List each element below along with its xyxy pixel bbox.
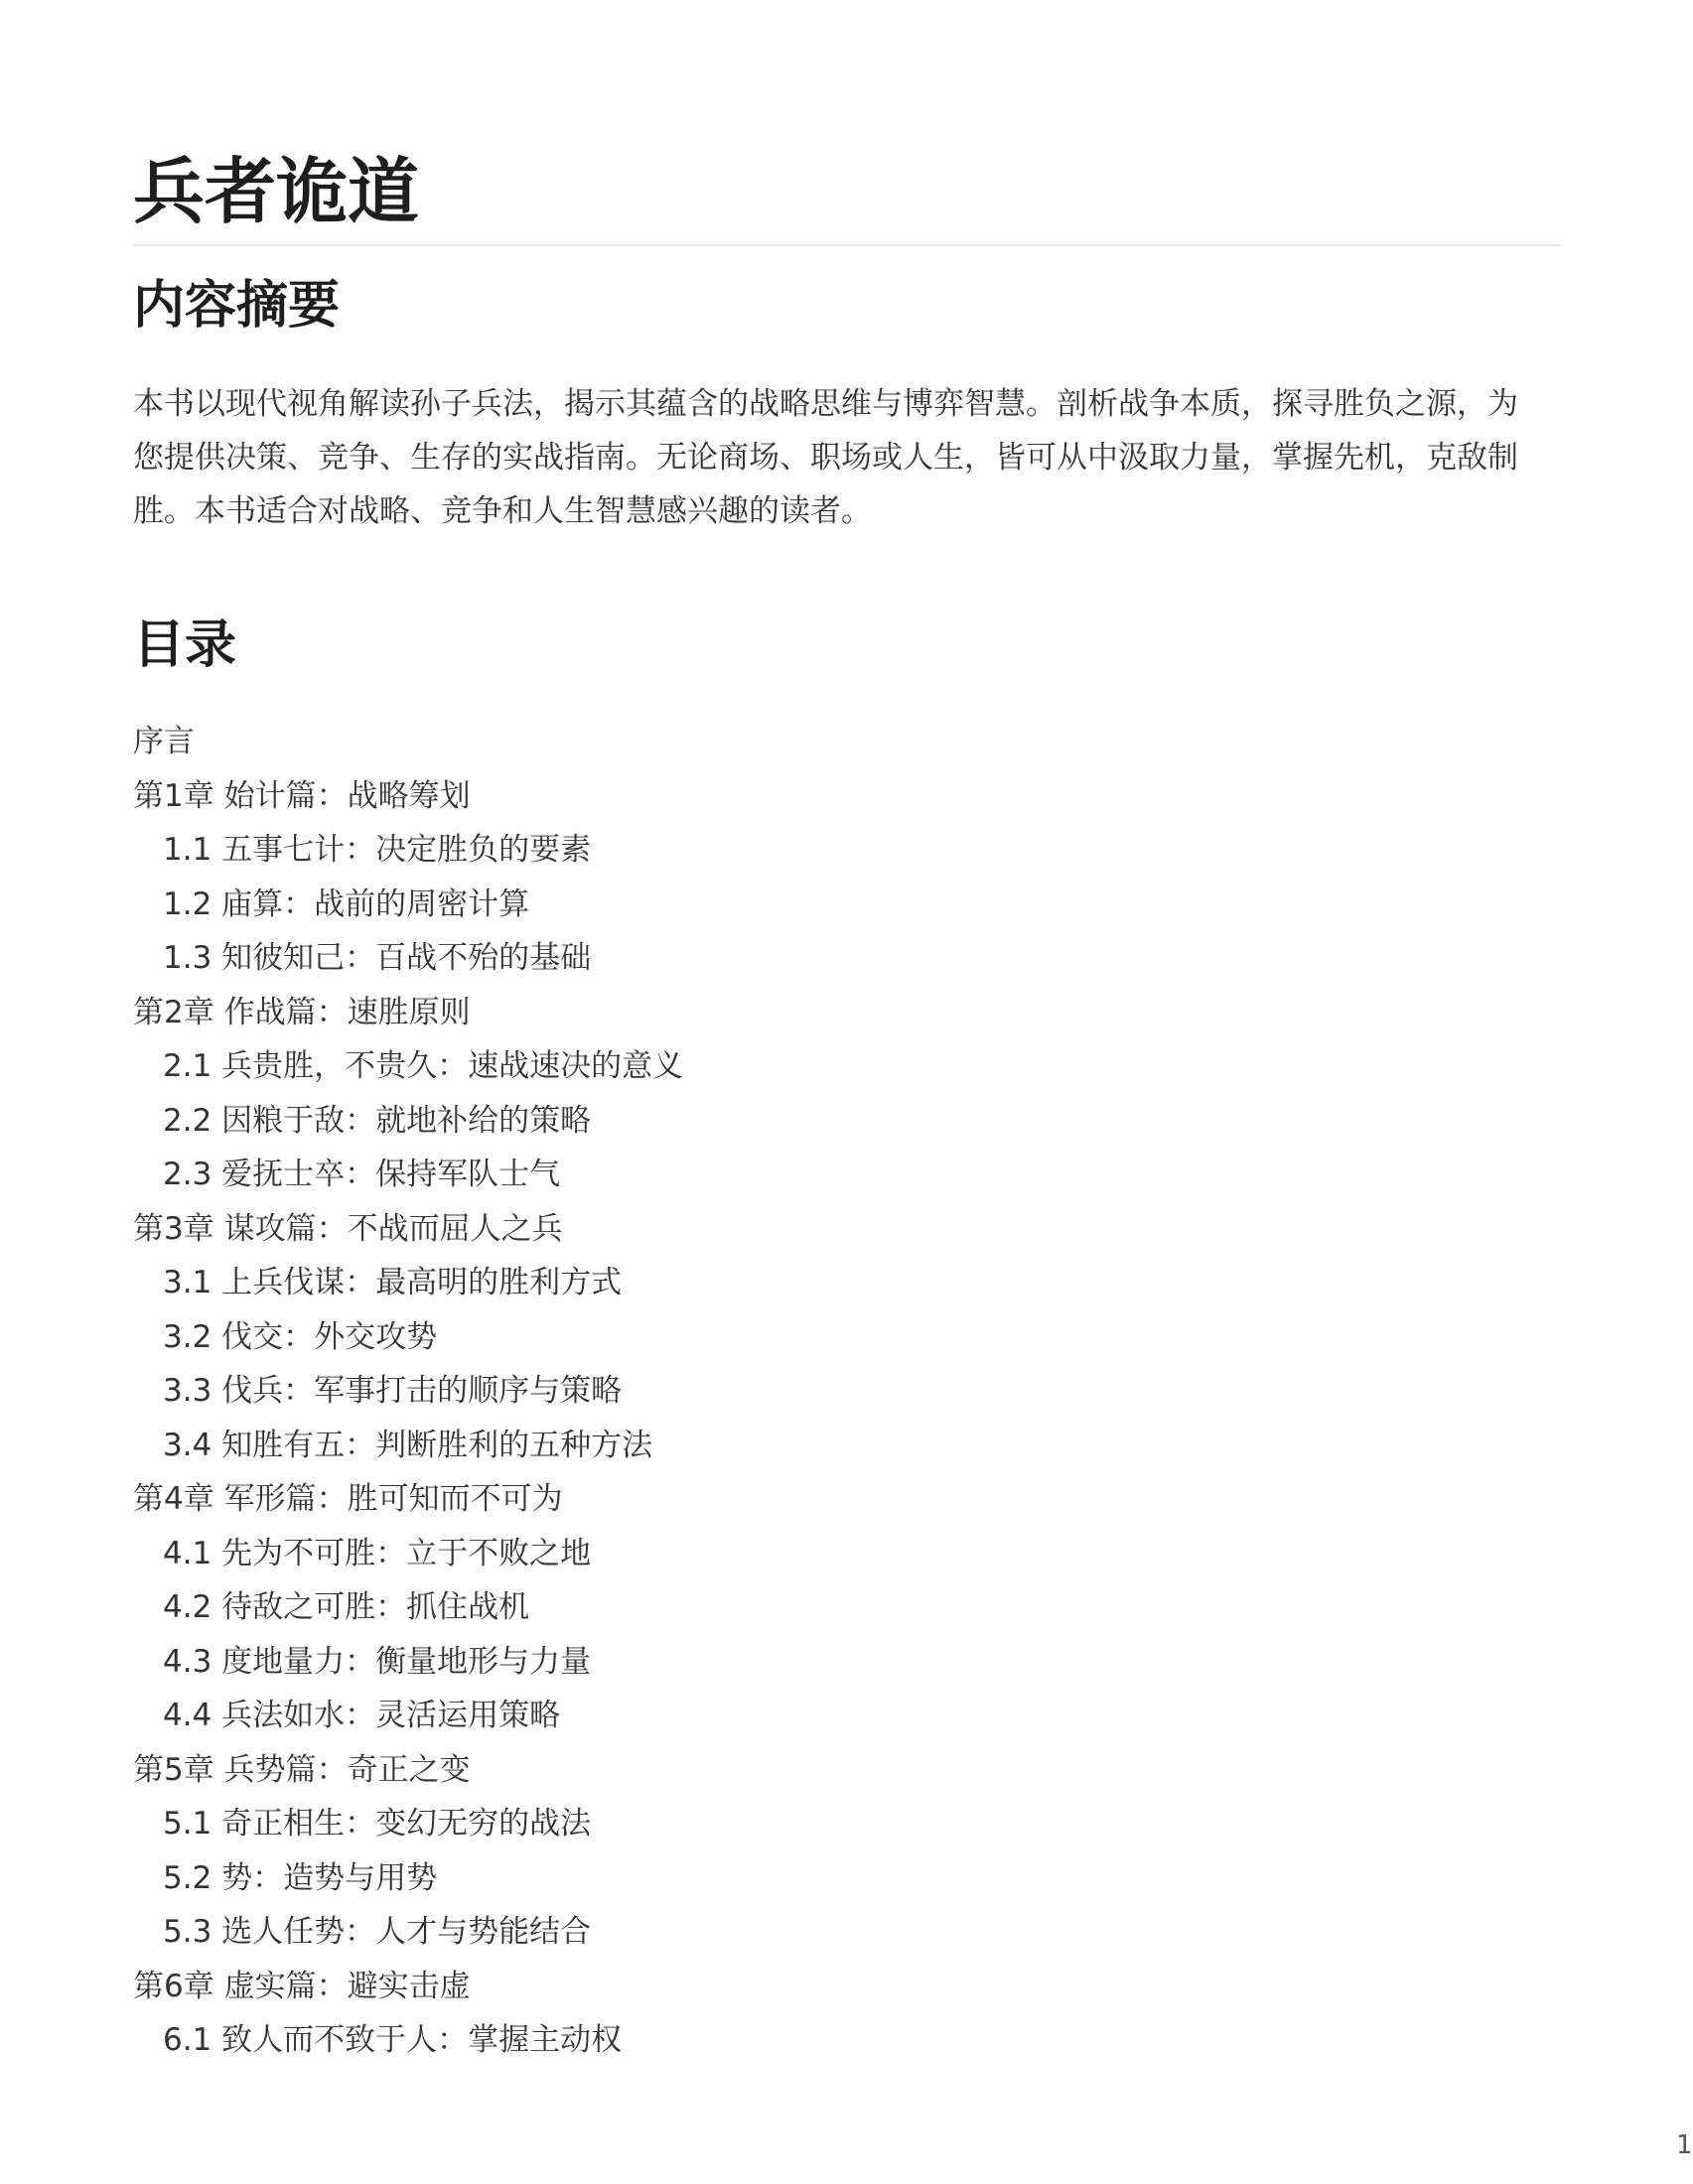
toc-section-entry[interactable]: 5.2 势：造势与用势 xyxy=(163,1859,438,1896)
page-number: 1 xyxy=(1676,2130,1693,2160)
summary-line: 您提供决策、竞争、生存的实战指南。无论商场、职场或人生，皆可从中汲取力量，掌握先机，克敌制 xyxy=(133,440,1518,476)
toc-section-entry[interactable]: 2.3 爱抚士卒：保持军队士气 xyxy=(163,1157,561,1192)
summary-line: 本书以现代视角解读孙子兵法，揭示其蕴含的战略思维与博弈智慧。剖析战争本质，探寻胜负之源，为 xyxy=(133,386,1518,422)
toc-chapter-entry[interactable]: 第5章 兵势篇：奇正之变 xyxy=(133,1751,471,1788)
document-page xyxy=(133,0,1693,2184)
toc-chapter-entry[interactable]: 第3章 谋攻篇：不战而屈人之兵 xyxy=(133,1210,563,1247)
toc-section-entry[interactable]: 4.2 待敌之可胜：抓住战机 xyxy=(163,1589,530,1625)
toc-section-entry[interactable]: 3.3 伐兵：军事打击的顺序与策略 xyxy=(163,1373,623,1409)
toc-chapter-entry[interactable]: 序言 xyxy=(133,724,195,759)
toc-section-entry[interactable]: 4.4 兵法如水：灵活运用策略 xyxy=(163,1698,561,1733)
toc-section-entry[interactable]: 1.3 知彼知己：百战不殆的基础 xyxy=(163,940,592,976)
table-of-contents xyxy=(133,715,1561,2068)
toc-heading: 目录 xyxy=(133,615,237,675)
summary-paragraph xyxy=(133,377,1561,538)
toc-section-entry[interactable]: 5.1 奇正相生：变幻无穷的战法 xyxy=(163,1806,592,1842)
toc-section-entry[interactable]: 2.2 因粮于敌：就地补给的策略 xyxy=(163,1102,592,1139)
toc-section-entry[interactable]: 4.1 先为不可胜：立于不败之地 xyxy=(163,1535,592,1571)
toc-section-entry[interactable]: 6.1 致人而不致于人：掌握主动权 xyxy=(163,2022,623,2058)
summary-heading: 内容摘要 xyxy=(133,276,341,336)
toc-chapter-entry[interactable]: 第2章 作战篇：速胜原则 xyxy=(133,994,471,1030)
toc-section-entry[interactable]: 1.2 庙算：战前的周密计算 xyxy=(163,886,530,922)
summary-line: 胜。本书适合对战略、竞争和人生智慧感兴趣的读者。 xyxy=(133,493,872,529)
toc-section-entry[interactable]: 4.3 度地量力：衡量地形与力量 xyxy=(163,1643,592,1680)
toc-section-entry[interactable]: 3.4 知胜有五：判断胜利的五种方法 xyxy=(163,1427,653,1463)
toc-section-entry[interactable]: 1.1 五事七计：决定胜负的要素 xyxy=(163,832,592,868)
document-title: 兵者诡道 xyxy=(133,150,420,233)
toc-section-entry[interactable]: 3.1 上兵伐谋：最高明的胜利方式 xyxy=(163,1265,623,1300)
toc-section-entry[interactable]: 2.1 兵贵胜，不贵久：速战速决的意义 xyxy=(163,1048,684,1084)
toc-section-entry[interactable]: 5.3 选人任势：人才与势能结合 xyxy=(163,1914,592,1950)
toc-chapter-entry[interactable]: 第4章 军形篇：胜可知而不可为 xyxy=(133,1481,563,1517)
toc-chapter-entry[interactable]: 第6章 虚实篇：避实击虚 xyxy=(133,1968,471,2004)
toc-section-entry[interactable]: 3.2 伐交：外交攻势 xyxy=(163,1318,438,1355)
title-divider xyxy=(133,244,1561,246)
toc-chapter-entry[interactable]: 第1章 始计篇：战略筹划 xyxy=(133,777,471,814)
